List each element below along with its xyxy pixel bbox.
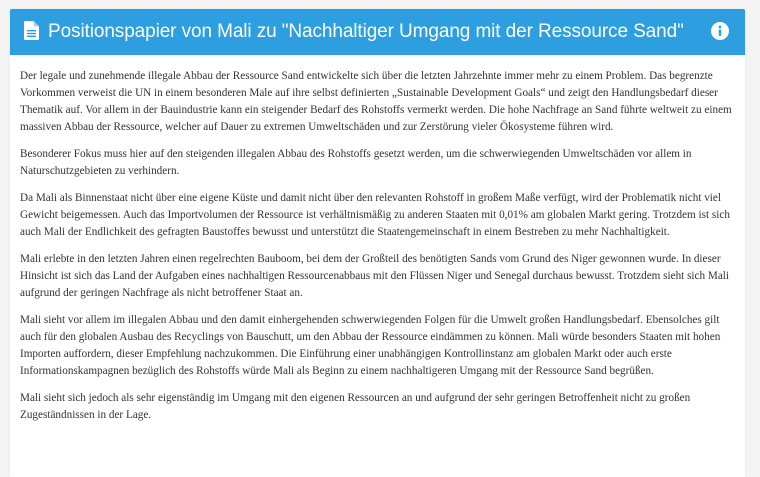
info-icon[interactable] bbox=[711, 22, 729, 40]
position-paper-panel bbox=[10, 9, 745, 477]
page-title: Positionspapier von Mali zu "Nachhaltiger Umgang mit der Ressource Sand" bbox=[48, 21, 684, 42]
paragraph: Besonderer Fokus muss hier auf den steigenden illegalen Abbau des Rohstoffs gesetzt werden, um die schwerwiegenden Umweltschäden vor allem in Naturschutzgebieten zu verhindern. bbox=[20, 148, 692, 177]
panel-body bbox=[10, 55, 745, 424]
paragraph: Mali erlebte in den letzten Jahren einen regelrechten Bauboom, bei dem der Großteil des benötigten Sands vom Grund des Niger gewonnen wurde. In dieser Hinsicht ist sich das Land der Aufgaben eines nachhaltigen Ressourcenabbaus mit den Flüssen Niger und Senegal durchaus bewusst. Trotzdem sieht sich Mali aufgrund der geringen Nachfrage als nicht betroffener Staat an. bbox=[20, 253, 730, 299]
paragraph: Da Mali als Binnenstaat nicht über eine eigene Küste und damit nicht über den relevanten Rohstoff in großem Maße verfügt, wird der Problematik nicht viel Gewicht beigemessen. Auch das Importvolumen der Ressource ist verhältnismäßig zu anderen Staaten mit 0,01% am globalen Markt gering. Trotzdem ist sich auch Mali der Endlichkeit des gefragten Baustoffes bewusst und unterstützt die Staatengemeinschaft in einem Bestreben zu mehr Nachhaltigkeit. bbox=[20, 192, 730, 238]
document-icon bbox=[24, 21, 39, 40]
paragraph: Mali sieht vor allem im illegalen Abbau und den damit einhergehenden schwerwiegenden Folgen für die Umwelt großen Handlungsbedarf. Ebensolches gilt auch für den globalen Ausbau des Recyclings von Bauschutt, um den Abbau der Ressource eindämmen zu können. Mali würde besonders Staaten mit hohen Importen auffordern, dieser Empfehlung nachzukommen. Die Einführung einer unabhängigen Kontrollinstanz am globalen Markt oder auch erste Informationskampagnen bezüglich des Rohstoffs würde Mali als Beginn zu einem nachhaltigeren Umgang mit der Ressource Sand begrüßen. bbox=[20, 314, 721, 377]
paragraph: Der legale und zunehmende illegale Abbau der Ressource Sand entwickelte sich über die letzten Jahrzehnte immer mehr zu einem Problem. Das begrenzte Vorkommen verweist die UN in einem besonderen Male auf ihre selbst definierten „Sustainable Development Goals“ und zeigt den Handlungsbedarf dieser Thematik auf. Vor allem in der Bauindustrie kann ein steigender Bedarf des Rohstoffs vermerkt werden. Die hohe Nachfrage an Sand führte weltweit zu einem massiven Abbau der Ressource, welcher auf Dauer zu extremen Umweltschäden und zur Zerstörung vieler Ökosysteme führen wird. bbox=[20, 70, 732, 133]
panel-header bbox=[10, 9, 745, 55]
paragraph: Mali sieht sich jedoch als sehr eigenständig im Umgang mit den eigenen Ressourcen an und aufgrund der sehr geringen Betroffenheit nicht zu großen Zugeständnissen in der Lage. bbox=[20, 392, 691, 421]
